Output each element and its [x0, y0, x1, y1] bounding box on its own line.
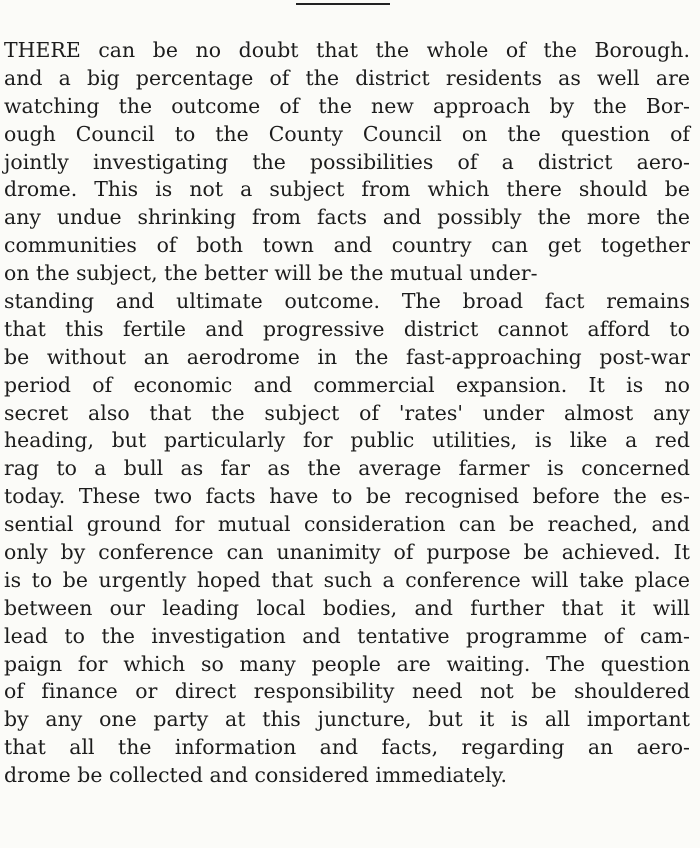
article-line: heading, but particularly for public utilities, is like a red	[4, 428, 690, 453]
article-line: and a big percentage of the district residents as well are	[4, 65, 690, 90]
article-column	[4, 37, 694, 790]
article-line: on the subject, the better will be the mutual under-	[4, 261, 538, 286]
article-line: any undue shrinking from facts and possibly the more the	[4, 205, 690, 230]
article-line: lead to the investigation and tentative programme of cam-	[4, 623, 690, 648]
article-line: is to be urgently hoped that such a conference will take place	[4, 567, 690, 592]
article-line: only by conference can unanimity of purpose be achieved. It	[4, 540, 690, 565]
article-line: secret also that the subject of 'rates' under almost any	[4, 400, 690, 425]
article-line: ough Council to the County Council on the question of	[4, 121, 690, 146]
article-line: THERE can be no doubt that the whole of the Borough.	[4, 38, 690, 62]
article-line: communities of both town and country can get together	[4, 233, 690, 258]
article-line: by any one party at this juncture, but it is all important	[4, 707, 690, 732]
article-line: of finance or direct responsibility need not be shouldered	[4, 679, 690, 704]
article-line: drome. This is not a subject from which there should be	[4, 177, 690, 202]
article-line: be without an aerodrome in the fast-approaching post-war	[4, 344, 690, 369]
article-line: period of economic and commercial expansion. It is no	[4, 372, 690, 397]
article-line: between our leading local bodies, and further that it will	[4, 595, 690, 620]
article-line: today. These two facts have to be recognised before the es-	[4, 484, 690, 509]
article-line: sential ground for mutual consideration can be reached, and	[4, 512, 690, 537]
top-divider-rule	[296, 3, 390, 5]
article-line: jointly investigating the possibilities of a district aero-	[4, 149, 690, 174]
article-line: paign for which so many people are waiting. The question	[4, 651, 690, 676]
article-line: that this fertile and progressive district cannot afford to	[4, 316, 690, 341]
article-line: drome be collected and considered immediately.	[4, 763, 508, 788]
article-line: rag to a bull as far as the average farmer is concerned	[4, 456, 690, 481]
article-line: standing and ultimate outcome. The broad fact remains	[4, 289, 690, 314]
article-line: that all the information and facts, regarding an aero-	[4, 735, 690, 760]
article-line: watching the outcome of the new approach by the Bor-	[4, 93, 690, 118]
